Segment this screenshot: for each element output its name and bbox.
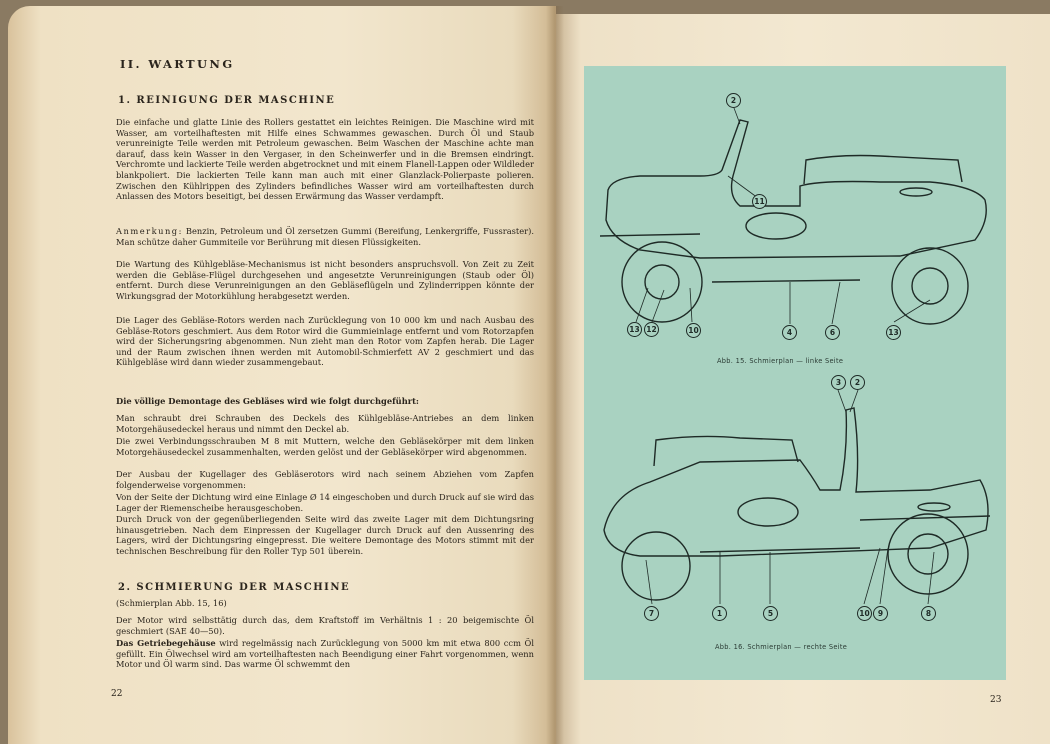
scooter-bottom-side-cover: [738, 498, 798, 526]
callout-bottom-5: 5: [763, 606, 778, 621]
callout-top-3: 13: [627, 322, 642, 337]
callout-top-8: 13: [886, 325, 901, 340]
paragraph-step-5: Durch Druck von der gegenüberliegenden Seite wird das zweite Lager mit dem Dichtungsring hinausgetrieben. Nach dem Einpressen der Kugellager durch Druck auf den Aussenring des Lagers, wird der Dichtungsring eingepresst. Die weitere Demontage des Motors stimmt mit der technischen Beschreibung für den Roller Typ 501 überein.: [116, 514, 534, 556]
paragraph-cleaning: Die einfache und glatte Linie des Rollers gestattet ein leichtes Reinigen. Die Maschine wird mit Wasser, am vorteilhaftesten mit Hilfe eines Schwammes gewaschen. Durch Öl und Staub verunreinigte Teile werden mit Petroleum gewaschen. Beim Waschen der Maschine achte man darauf, dass kein Wasser in den Vergaser, in den Scheinwerfer und in die Bremsen eindringt. Verchromte und lackierte Teile werden abgetrocknet und mit einem Flanell-Lappen oder Wildleder blankpoliert. Die lackierten Teile kann man auch mit einer Glanzlack-Polierpaste polieren. Zwischen den Kühlrippen des Zylinders befindliches Wasser wird am vorteilhaftesten durch Anlassen des Motors beseitigt, bei dessen Erwärmung das Wasser verdampft.: [116, 117, 534, 202]
section-title: II. WARTUNG: [120, 57, 235, 71]
callout-bottom-8: 8: [921, 606, 936, 621]
paragraph-step-2: Die zwei Verbindungsschrauben M 8 mit Muttern, welche den Gebläsekörper mit dem linken Motorgehäusedeckel zusammenhalten, werden gelöst und der Gebläsekörper wird abgenommen.: [116, 436, 534, 457]
callout-bottom-6: 10: [857, 606, 872, 621]
scooter-top-seat: [804, 156, 962, 185]
callout-top-5: 10: [686, 323, 701, 338]
note-label: Anmerkung:: [116, 226, 183, 236]
paragraph-fan-maintenance: Die Wartung des Kühlgebläse-Mechanismus ist nicht besonders anspruchsvoll. Von Zeit zu Zeit werden die Gebläse-Flügel durchgesehen und angesetzte Verunreinigungen (Staub oder Öl) entfernt. Durch diese Verunreinigungen an den Gebläseflügeln und Zylinderrippen könnte der Wirkungsgrad der Motorkühlung herabgesetzt werden.: [116, 259, 534, 301]
page-number-left: 22: [111, 689, 123, 699]
callout-top-2: 11: [752, 194, 767, 209]
callout-bottom-2: 2: [850, 375, 865, 390]
scooter-bottom-emblem: [918, 503, 950, 511]
scooter-top-emblem: [900, 188, 932, 196]
scooter-top-underframe: [712, 280, 860, 282]
scooter-left-side-drawing: [600, 120, 986, 324]
callout-bottom-3: 7: [644, 606, 659, 621]
paragraph-step-1: Man schraubt drei Schrauben des Deckels des Kühlgebläse-Antriebes an dem linken Motorgehäusedeckel heraus und nimmt den Deckel ab.: [116, 413, 534, 434]
caption-figure-15: Abb. 15. Schmierplan — linke Seite: [717, 357, 844, 365]
callout-top-6: 4: [782, 325, 797, 340]
page-number-right: 23: [990, 695, 1002, 705]
paragraph-engine-oil: Der Motor wird selbsttätig durch das, dem Kraftstoff im Verhältnis 1 : 20 beigemischte Öl geschmiert (SAE 40—50).: [116, 615, 534, 636]
callout-top-7: 6: [825, 325, 840, 340]
scooter-top-front-wheel: [622, 242, 702, 322]
demontage-title: Die völlige Demontage des Gebläses wird wie folgt durchgeführt:: [116, 396, 419, 406]
gearbox-lead: Das Getriebegehäuse: [116, 638, 216, 648]
subsection-title-cleaning: 1. REINIGUNG DER MASCHINE: [118, 95, 336, 106]
paragraph-step-4: Von der Seite der Dichtung wird eine Einlage Ø 14 eingeschoben und durch Druck auf sie wird das Lager der Riemenscheibe herausgeschoben.: [116, 492, 534, 513]
scooter-top-rear-hub: [912, 268, 948, 304]
scooter-bottom-front-wheel: [888, 514, 968, 594]
paragraph-rotor-bearings: Die Lager des Gebläse-Rotors werden nach Zurücklegung von 10 000 km und nach Ausbau des Gebläse-Rotors geschmiert. Aus dem Rotor wird die Gummieinlage entfernt und vom Rotorzapfen wird der Sicherungsring abgenommen. Nun zieht man den Rotor vom Zapfen herab. Die Lager und der Raum zwischen ihnen werden mit Automobil-Schmierfett AV 2 geschmiert und das Kühlgebläse wird dann wieder zusammengebaut.: [116, 315, 534, 368]
note-text: Benzin, Petroleum und Öl zersetzen Gummi (Bereifung, Lenkergriffe, Fussraster). Man schütze daher Gummiteile vor Berührung mit diesen Flüssigkeiten.: [116, 226, 534, 247]
gearbox-text: wird regelmässig nach Zurücklegung von 5000 km mit etwa 800 ccm Öl gefüllt. Ein Ölwechsel wird am vorteilhaftesten nach Beendigung einer Fahrt vorgenommen, wenn Motor und Öl warm sind. Das warme Öl schwemmt den: [116, 638, 535, 670]
scooter-top-side-cover: [746, 213, 806, 239]
scooter-bottom-front-hub: [908, 534, 948, 574]
callout-bottom-4: 1: [712, 606, 727, 621]
callout-bottom-7: 9: [873, 606, 888, 621]
paragraph-step-3: Der Ausbau der Kugellager des Gebläserotors wird nach seinem Abziehen vom Zapfen folgenderweise vorgenommen:: [116, 469, 534, 490]
callout-bottom-1: 3: [831, 375, 846, 390]
lubrication-reference: (Schmierplan Abb. 15, 16): [116, 598, 227, 608]
scooter-top-front-hub: [645, 265, 679, 299]
callout-top-4: 12: [644, 322, 659, 337]
caption-figure-16: Abb. 16. Schmierplan — rechte Seite: [715, 643, 848, 651]
scooter-top-rear-wheel: [892, 248, 968, 324]
scooter-bottom-rear-wheel: [622, 532, 690, 600]
subsection-title-lubrication: 2. SCHMIERUNG DER MASCHINE: [118, 582, 351, 593]
scooter-bottom-footboard: [860, 516, 990, 520]
callout-top-1: 2: [726, 93, 741, 108]
